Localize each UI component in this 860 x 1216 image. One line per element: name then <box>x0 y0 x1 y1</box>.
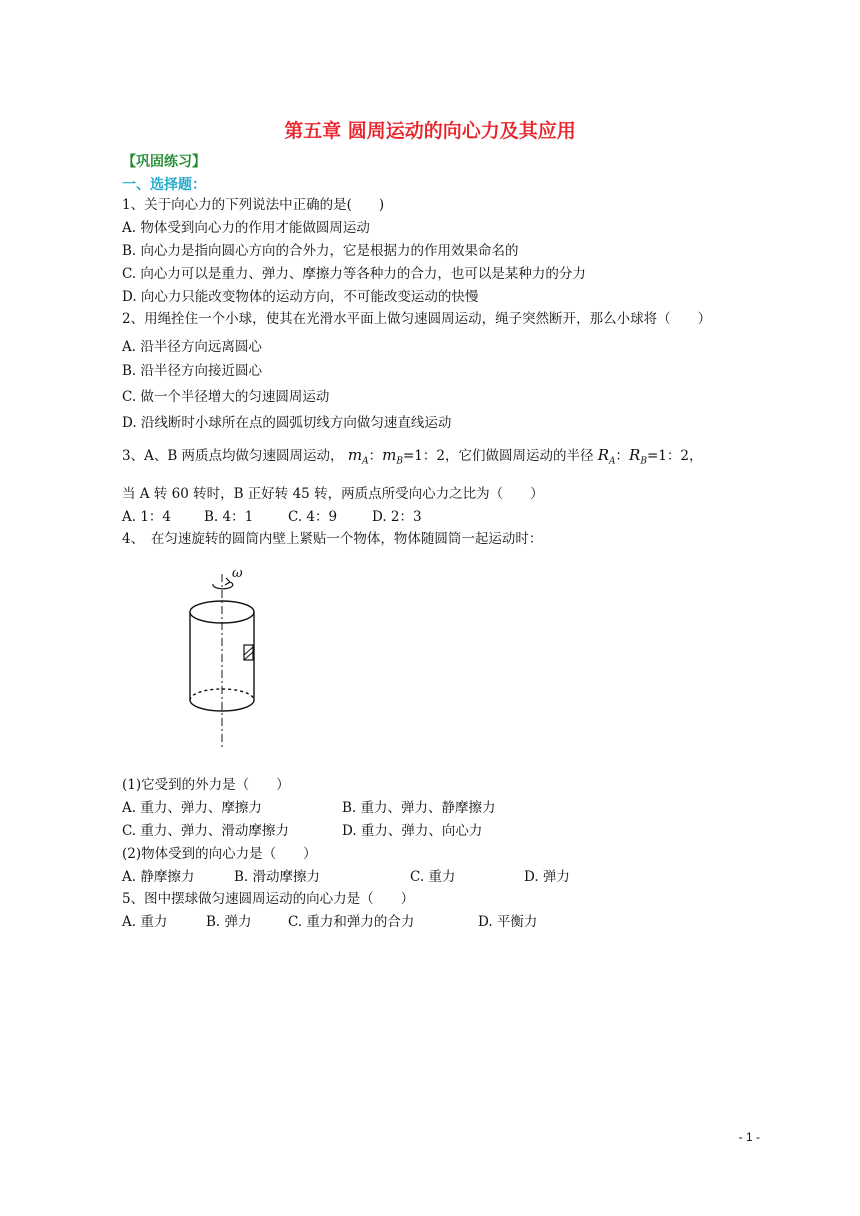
q3-mass-a-sub: A <box>362 456 369 467</box>
q4-sub2-option-c: C. 重力 <box>410 869 456 885</box>
q1-option-a: A. 物体受到向心力的作用才能做圆周运动 <box>122 220 370 236</box>
q3-option-a: A. 1：4 <box>122 509 172 525</box>
q3-radius-b-sub: B <box>640 456 647 467</box>
q3-mass-b-sub: B <box>396 456 403 467</box>
q2-option-a: A. 沿半径方向远离圆心 <box>122 339 262 355</box>
q3-stem-a: 3、A、B 两质点均做匀速圆周运动， <box>122 448 344 464</box>
q3-mass-sep: ： <box>368 448 383 464</box>
rotation-arrowhead <box>225 578 230 585</box>
q4-sub2-option-d: D. 弹力 <box>524 869 570 885</box>
omega-label: ω <box>232 566 243 581</box>
q4-sub2-option-b: B. 滑动摩擦力 <box>234 869 321 885</box>
q3-radius-sep: ： <box>615 448 630 464</box>
q1-stem: 1、关于向心力的下列说法中正确的是( ) <box>122 197 385 213</box>
q2-stem: 2、用绳拴住一个小球，使其在光滑水平面上做匀速圆周运动，绳子突然断开，那么小球将（ ） <box>122 311 712 327</box>
q3-stem <box>122 446 702 471</box>
q1-option-b: B. 向心力是指向圆心方向的合外力，它是根据力的作用效果命名的 <box>122 243 519 259</box>
q3-stem-line2: 当 A 转 60 转时，B 正好转 45 转，两质点所受向心力之比为（ ） <box>122 486 544 502</box>
q3-radius-ratio: =1：2 <box>646 448 689 464</box>
q4-sub2-option-a: A. 静摩擦力 <box>122 869 195 885</box>
q3-stem-c: ， <box>688 448 703 464</box>
q3-mass-b: m <box>382 446 397 464</box>
rotation-arrow <box>213 582 233 589</box>
q2-option-c: C. 做一个半径增大的匀速圆周运动 <box>122 389 330 405</box>
q5-option-d: D. 平衡力 <box>478 914 538 930</box>
q4-sub1-option-b: B. 重力、弹力、静摩擦力 <box>342 800 496 816</box>
subsection-heading: 一、选择题： <box>122 177 206 193</box>
q3-radius-b: R <box>629 446 641 464</box>
q4-sub2: (2)物体受到的向心力是（ ） <box>122 846 317 862</box>
q3-option-c: C. 4：9 <box>288 509 338 525</box>
q5-option-c: C. 重力和弹力的合力 <box>288 914 415 930</box>
q4-sub1-option-d: D. 重力、弹力、向心力 <box>342 823 483 839</box>
q3-stem-b: ，它们做圆周运动的半径 <box>444 448 594 464</box>
q5-option-a: A. 重力 <box>122 914 168 930</box>
q4-stem: 4、 在匀速旋转的圆筒内壁上紧贴一个物体，物体随圆筒一起运动时： <box>122 531 543 547</box>
q1-option-c: C. 向心力可以是重力、弹力、摩擦力等各种力的合力，也可以是某种力的分力 <box>122 266 586 282</box>
page-number: - 1 - <box>738 1130 760 1144</box>
q3-mass-a: m <box>347 446 363 464</box>
q3-option-b: B. 4：1 <box>204 509 254 525</box>
q3-mass-ratio: =1：2 <box>402 448 445 464</box>
chapter-title: 第五章 圆周运动的向心力及其应用 <box>284 120 576 142</box>
q4-sub1-option-c: C. 重力、弹力、滑动摩擦力 <box>122 823 289 839</box>
q4-sub1: (1)它受到的外力是（ ） <box>122 777 290 793</box>
wall-block <box>244 645 253 660</box>
section-heading: 【巩固练习】 <box>122 154 206 170</box>
q1-option-d: D. 向心力只能改变物体的运动方向，不可能改变运动的快慢 <box>122 289 479 305</box>
q2-option-d: D. 沿线断时小球所在点的圆弧切线方向做匀速直线运动 <box>122 415 452 431</box>
q3-option-d: D. 2：3 <box>372 509 422 525</box>
q5-option-b: B. 弹力 <box>206 914 252 930</box>
rotating-cylinder-figure <box>180 562 280 752</box>
q3-radius-a: R <box>597 446 610 464</box>
q4-sub1-option-a: A. 重力、弹力、摩擦力 <box>122 800 262 816</box>
q5-stem: 5、图中摆球做匀速圆周运动的向心力是（ ） <box>122 891 415 907</box>
q2-option-b: B. 沿半径方向接近圆心 <box>122 363 263 379</box>
q3-radius-a-sub: A <box>609 456 616 467</box>
